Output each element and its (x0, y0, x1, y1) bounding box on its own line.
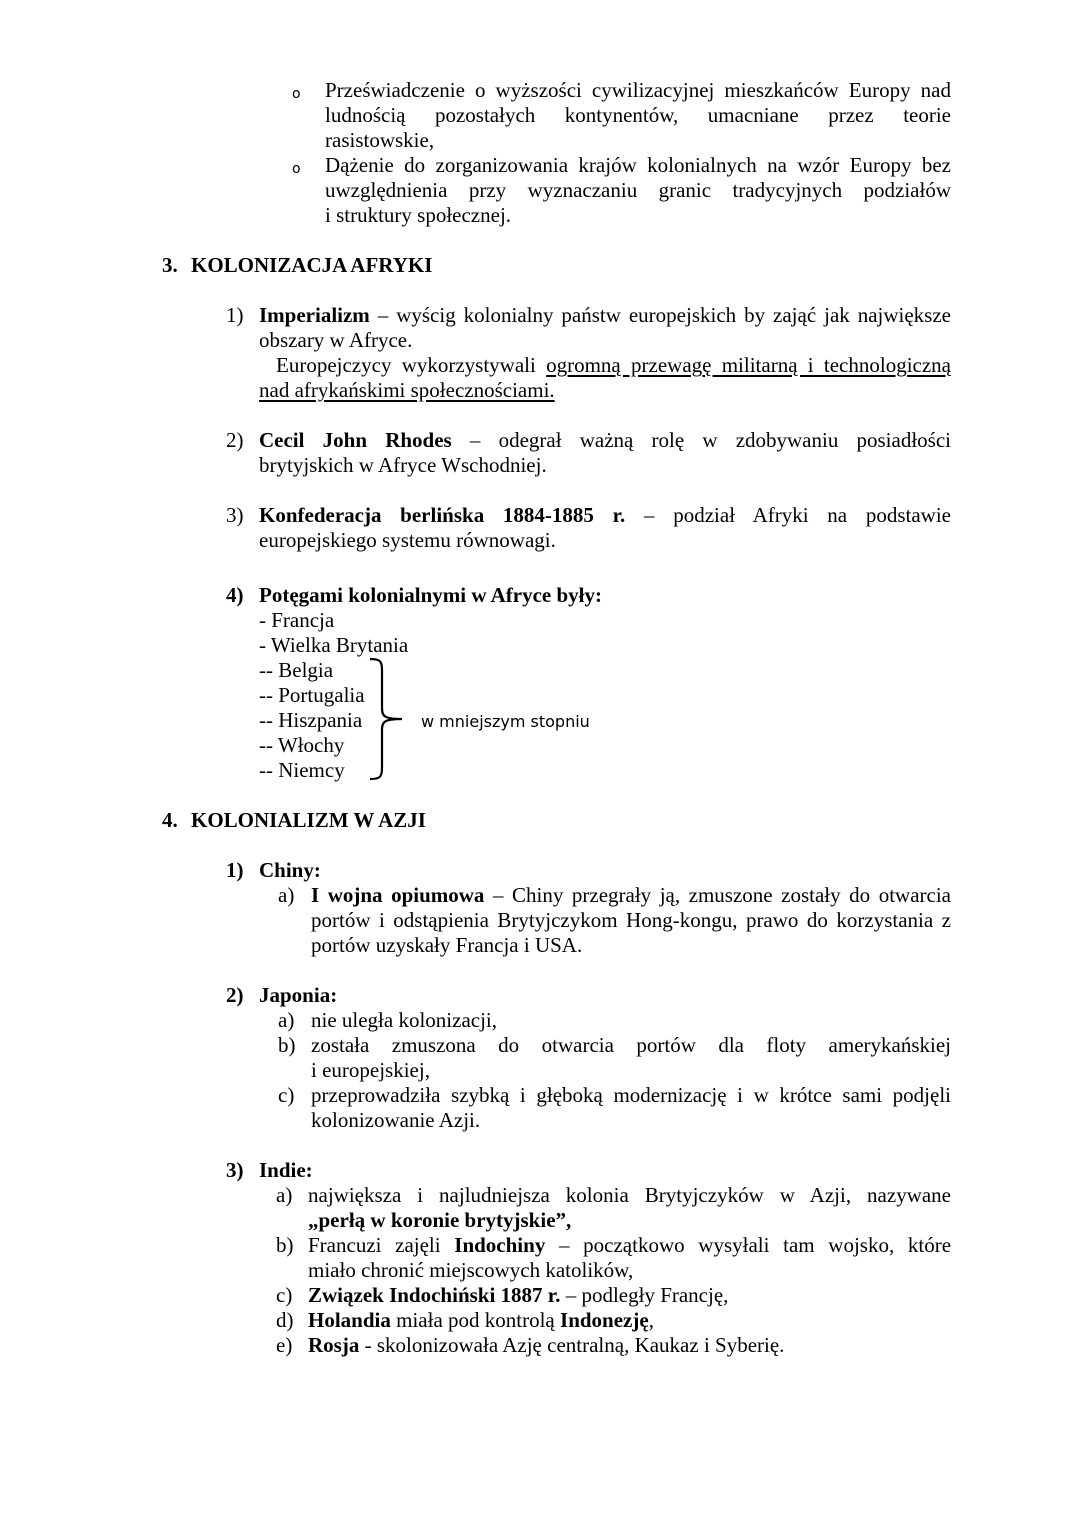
item-wojna-opiumowa (311, 883, 951, 958)
item-number: 2) (226, 428, 244, 452)
japonia-item-b (311, 1033, 951, 1083)
text-line: przeprowadziła szybką i głęboką modernizację i w krótce sami podjęli (311, 1083, 951, 1107)
text-line: portów uzyskały Francja i USA. (311, 933, 583, 957)
minor-power-item: -- Hiszpania (259, 708, 363, 732)
text-line: Przeświadczenie o wyższości cywilizacyjnej mieszkańców Europy nad (325, 78, 951, 102)
underlined-text: nad afrykańskimi społecznościami. (259, 378, 555, 402)
section-number: 3. (162, 253, 178, 277)
item-konfederacja (259, 503, 951, 553)
item-number: 4) (226, 583, 244, 607)
section-number: 4. (162, 808, 178, 832)
item-letter: d) (276, 1308, 294, 1332)
text-line: największa i najludniejsza kolonia Brytyjczyków w Azji, nazywane (308, 1183, 951, 1207)
item-number: 3) (226, 503, 244, 527)
text-span: Europejczycy wykorzystywali (276, 353, 547, 377)
item-potegi (259, 583, 951, 783)
item-imperializm (259, 303, 951, 403)
text-span: – podział Afryki na podstawie (625, 503, 951, 527)
item-letter: a) (276, 1183, 293, 1207)
term-bold: I wojna opiumowa (311, 883, 485, 907)
item-number: 1) (226, 303, 244, 327)
text-line: obszary w Afryce. (259, 328, 413, 352)
indie-item-a (308, 1183, 951, 1233)
subsection-title: Chiny: (259, 858, 321, 882)
minor-power-item: -- Włochy (259, 733, 345, 757)
minor-powers-note: w mniejszym stopniu (421, 712, 590, 731)
text-line: uwzględnienia przy wyznaczaniu granic tradycyjnych podziałów (325, 178, 951, 202)
text-line: brytyjskich w Afryce Wschodniej. (259, 453, 547, 477)
item-letter: b) (278, 1033, 296, 1057)
power-list-item: - Francja (259, 608, 335, 632)
minor-power-item: -- Niemcy (259, 758, 345, 782)
japonia-item-c (311, 1083, 951, 1133)
text-line: rasistowskie, (325, 128, 435, 152)
item-letter: c) (276, 1283, 293, 1307)
underlined-text: ogromną przewagę militarną i technologiczną (546, 353, 951, 377)
term-bold: Cecil John Rhodes (259, 428, 452, 452)
item-letter: b) (276, 1233, 294, 1257)
japonia-item-a (311, 1008, 951, 1033)
subsection-title: Indie: (259, 1158, 313, 1182)
text-span: – Chiny przegrały ją, zmuszone zostały do otwarcia (484, 883, 951, 907)
bullet-marker: o (292, 86, 301, 102)
term-bold: Indochiny (454, 1233, 546, 1257)
item-letter: a) (278, 1008, 295, 1032)
section-3-heading (162, 253, 432, 278)
power-list-item: - Wielka Brytania (259, 633, 409, 657)
term-bold: Związek Indochiński 1887 r. (308, 1283, 561, 1307)
item-number: 1) (226, 858, 244, 882)
text-span: – wyścig kolonialny państw europejskich by zająć jak największe (369, 303, 951, 327)
text-span: – początkowo wysyłali tam wojsko, które (545, 1233, 952, 1257)
intro-bullet-1 (325, 78, 951, 153)
text-line: miało chronić miejscowych katolików, (308, 1258, 634, 1282)
text-span: - skolonizowała Azję centralną, Kaukaz i Syberię. (359, 1333, 785, 1357)
term-bold: Imperializm (259, 303, 370, 327)
term-bold: Indonezję (560, 1308, 649, 1332)
text-line: została zmuszona do otwarcia portów dla floty amerykańskiej (311, 1033, 951, 1057)
term-bold: „perłą w koronie brytyjskie”, (308, 1208, 572, 1232)
term-bold: Konfederacja berlińska 1884-1885 r. (259, 503, 626, 527)
indie-item-e (308, 1333, 951, 1358)
intro-bullet-2 (325, 153, 951, 228)
bullet-marker: o (292, 161, 301, 177)
item-number: 2) (226, 983, 244, 1007)
indie-item-b (308, 1233, 951, 1283)
minor-power-item: -- Belgia (259, 658, 334, 682)
section-title: KOLONIZACJA AFRYKI (191, 253, 433, 277)
item-number: 3) (226, 1158, 244, 1182)
text-line: kolonizowanie Azji. (311, 1108, 481, 1132)
indie-item-c (308, 1283, 951, 1308)
text-line: ludnością pozostałych kontynentów, umacniane przez teorie (325, 103, 951, 127)
text-span: , (648, 1308, 654, 1332)
subsection-title: Japonia: (259, 983, 338, 1007)
text-span: miała pod kontrolą (390, 1308, 561, 1332)
item-letter: e) (276, 1333, 293, 1357)
item-letter: a) (278, 883, 295, 907)
item-rhodes (259, 428, 951, 478)
term-bold: Rosja (308, 1333, 360, 1357)
text-line: nie uległa kolonizacji, (311, 1008, 498, 1032)
text-line: europejskiego systemu równowagi. (259, 528, 556, 552)
term-bold: Holandia (308, 1308, 391, 1332)
text-line: Dążenie do zorganizowania krajów kolonialnych na wzór Europy bez (325, 153, 951, 177)
minor-power-item: -- Portugalia (259, 683, 365, 707)
section-title: KOLONIALIZM W AZJI (191, 808, 426, 832)
term-bold: Potęgami kolonialnymi w Afryce były: (259, 583, 602, 607)
section-4-heading (162, 808, 426, 833)
text-span: – odegrał ważną rolę w zdobywaniu posiadłości (451, 428, 952, 452)
text-line: i struktury społecznej. (325, 203, 512, 227)
text-span: – podległy Francję, (560, 1283, 729, 1307)
indie-item-d (308, 1308, 951, 1333)
text-line: portów i odstąpienia Brytyjczykom Hong-kongu, prawo do korzystania z (311, 908, 951, 932)
curly-brace-icon (364, 656, 408, 782)
text-span: Francuzi zajęli (308, 1233, 455, 1257)
item-letter: c) (278, 1083, 295, 1107)
text-line: i europejskiej, (311, 1058, 430, 1082)
